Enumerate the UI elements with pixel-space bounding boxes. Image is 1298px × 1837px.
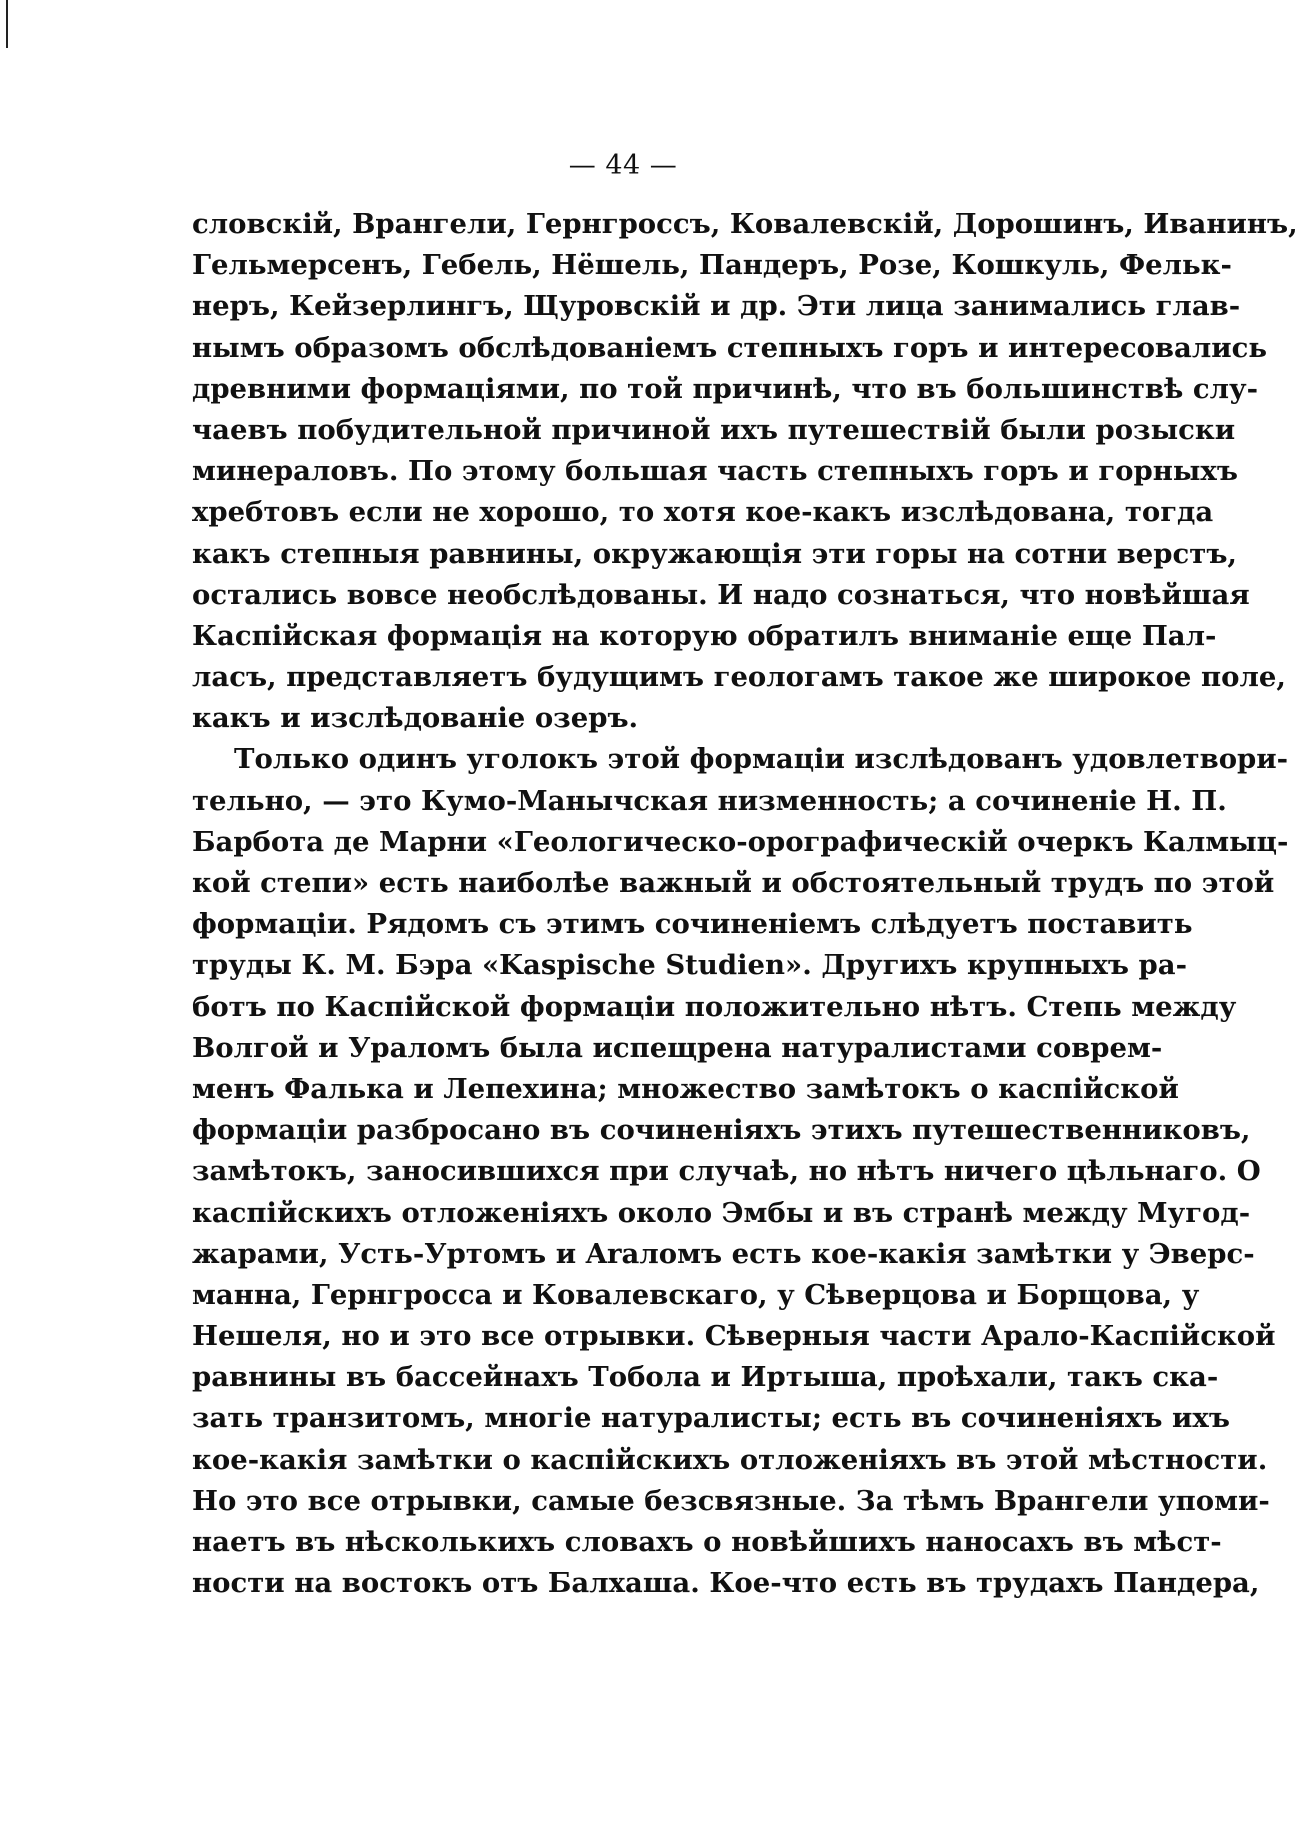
text-line: ности на востокъ отъ Балхаша. Кое-что есть въ трудахъ Пандера, (192, 1567, 1260, 1600)
text-line: Но это все отрывки, самые безсвязные. За тѣмъ Врангели упоми- (192, 1484, 1270, 1517)
text-line: кое-какія замѣтки о каспійскихъ отложеніяхъ въ этой мѣстности. (192, 1443, 1268, 1476)
text-line: Нешеля, но и это все отрывки. Сѣверныя части Арало-Каспійской (192, 1320, 1276, 1353)
text-line: труды К. М. Бэра «Kaspische Studien». Другихъ крупныхъ ра- (192, 949, 1188, 982)
text-line: кой степи» есть наиболѣе важный и обстоятельный трудъ по этой (192, 867, 1275, 899)
text-line: тельно, — это Кумо-Манычская низменность; а сочиненіе Н. П. (192, 784, 1227, 817)
text-line: хребтовъ если не хорошо, то хотя кое-какъ изслѣдована, тогда (192, 496, 1214, 529)
text-line: Каспійская формація на которую обратилъ вниманіе еще Пал- (192, 619, 1217, 652)
text-line: наетъ въ нѣсколькихъ словахъ о новѣйшихъ наносахъ въ мѣст- (192, 1526, 1222, 1558)
text-line: чаевъ побудительной причиной ихъ путешествій были розыски (192, 413, 1236, 446)
text-line: формаціи. Рядомъ съ этимъ сочиненіемъ слѣдуетъ поставить (192, 908, 1193, 941)
document-page (192, 0, 1298, 1837)
text-line: Волгой и Ураломъ была испещрена натуралистами соврем- (192, 1031, 1163, 1064)
text-line: ласъ, представляетъ будущимъ геологамъ такое же широкое поле, (192, 661, 1286, 694)
text-line: замѣтокъ, заносившихся при случаѣ, но нѣтъ ничего цѣльнаго. О (192, 1155, 1261, 1188)
text-line: неръ, Кейзерлингъ, Щуровскій и др. Эти лица занимались глав- (192, 290, 1241, 323)
text-line: древними формаціями, по той причинѣ, что въ большинствѣ слу- (192, 372, 1259, 405)
scan-edge-mark (6, 0, 8, 48)
paragraph-last-line: какъ и изслѣдованіе озеръ. (192, 702, 639, 735)
text-line: манна, Гернгросса и Ковалевскаго, у Сѣверцова и Борщова, у (192, 1278, 1200, 1311)
text-line: нымъ образомъ обслѣдованіемъ степныхъ горъ и интересовались (192, 331, 1268, 364)
text-line: ботъ по Каспійской формаціи положительно нѣтъ. Степь между (192, 990, 1237, 1023)
text-line: каспійскихъ отложеніяхъ около Эмбы и въ странѣ между Мугод- (192, 1196, 1251, 1229)
paragraph-first-line: Только одинъ уголокъ этой формаціи изслѣдованъ удовлетвори- (234, 743, 1289, 776)
text-line: зать транзитомъ, многіе натуралисты; есть въ сочиненіяхъ ихъ (192, 1402, 1230, 1435)
text-line: равнины въ бассейнахъ Тобола и Иртыша, проѣхали, такъ ска- (192, 1361, 1219, 1394)
page-body-text (192, 204, 1298, 1604)
text-line: Барбота де Марни «Геологическо-орографическій очеркъ Калмыц- (192, 825, 1289, 858)
text-line: Гельмерсенъ, Гебель, Нёшель, Пандеръ, Розе, Кошкуль, Фельк- (192, 249, 1232, 282)
text-line: словскій, Врангели, Гернгроссъ, Ковалевскій, Дорошинъ, Иванинъ, (192, 208, 1298, 240)
text-line: жарами, Усть-Уртомъ и Araломъ есть кое-какія замѣтки у Эверс- (192, 1237, 1255, 1270)
text-line: менъ Фалька и Лепехина; множество замѣтокъ о каспійской (192, 1072, 1179, 1105)
text-line: остались вовсе необслѣдованы. И надо сознаться, что новѣйшая (192, 578, 1250, 611)
text-line: минераловъ. По этому большая часть степныхъ горъ и горныхъ (192, 455, 1238, 488)
page-number: — 44 — (568, 150, 678, 181)
text-line: какъ степныя равнины, окружающія эти горы на сотни верстъ, (192, 537, 1237, 570)
text-line: формаціи разбросано въ сочиненіяхъ этихъ путешественниковъ, (192, 1114, 1251, 1147)
